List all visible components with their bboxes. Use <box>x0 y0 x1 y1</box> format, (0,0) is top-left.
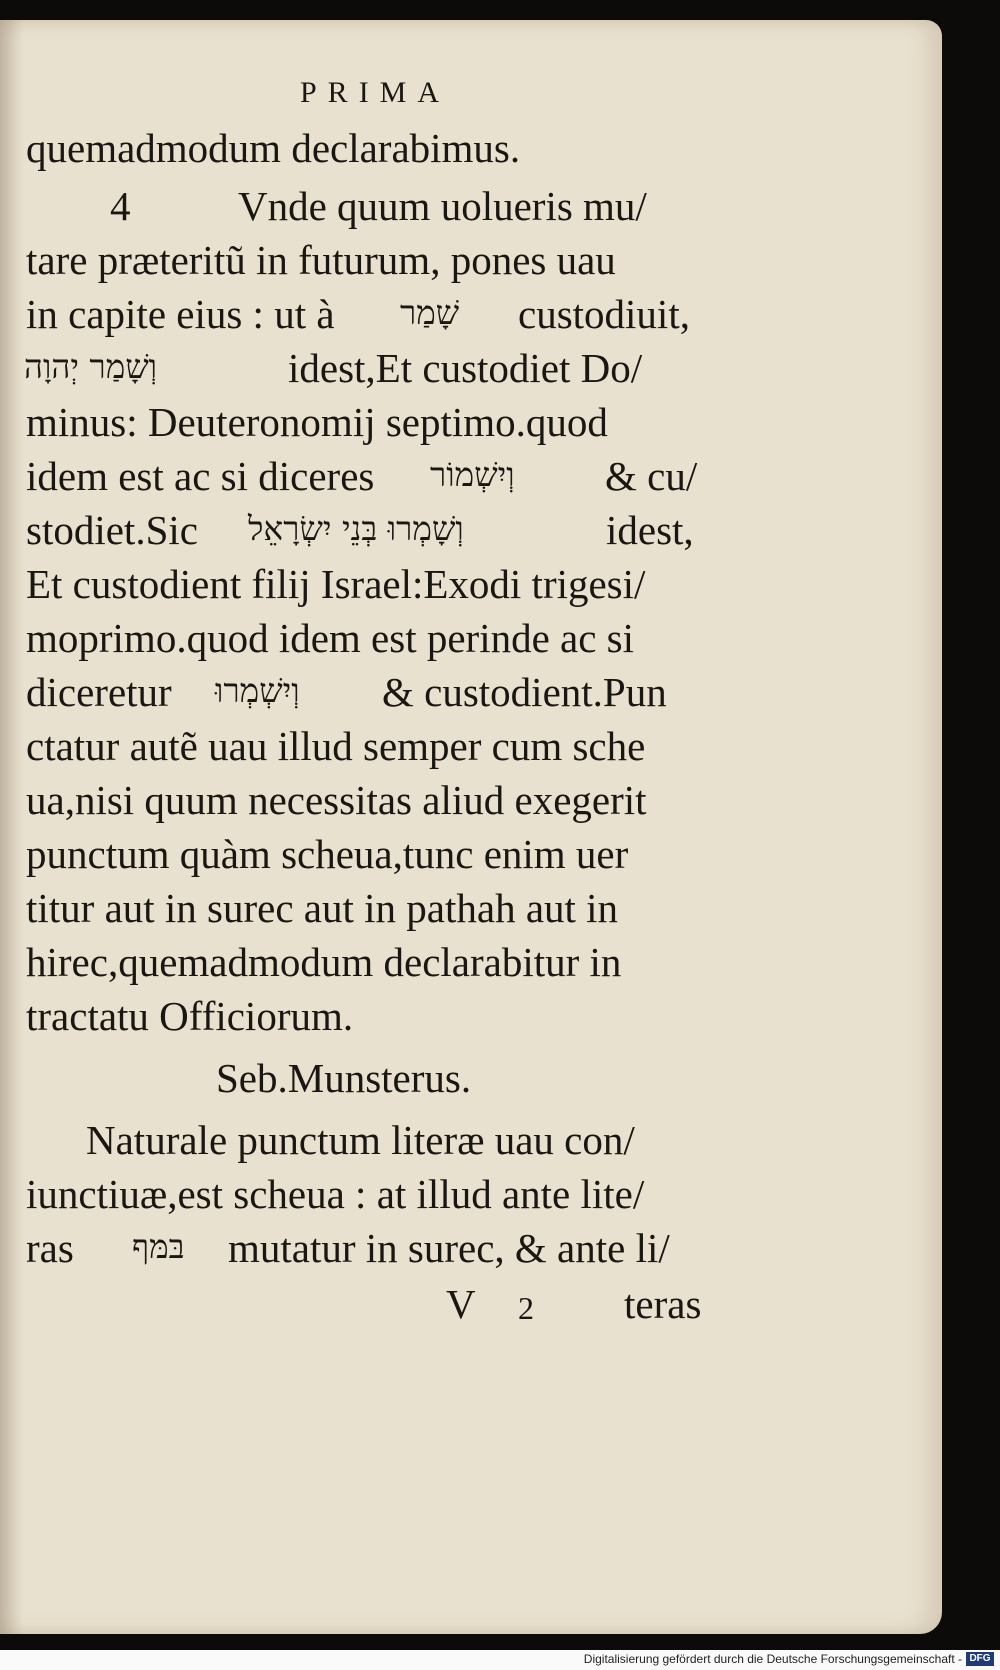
text-line-6: minus: Deuteronomij septimo.quod <box>26 399 608 445</box>
text-line-17: tractatu Officiorum. <box>26 993 354 1039</box>
section-number: 4 <box>110 183 131 229</box>
text-line-5-b: idest,Et custodiet Do/ <box>288 345 643 391</box>
hebrew-word-veyishmor: וְיִשְׁמוֹר <box>430 455 515 494</box>
text-line-1: quemadmodum declarabimus. <box>26 125 521 171</box>
text-line-20-a: ras <box>26 1225 74 1271</box>
text-line-16: hirec,quemadmodum declarabitur in <box>26 939 622 985</box>
dfg-logo: DFG <box>966 1652 994 1666</box>
hebrew-phrase-veshamar-yhvh: וְשָׁמַר יְהוָה <box>24 347 158 386</box>
hebrew-word-veyishmeru: וְיִשְׁמְרוּ <box>215 671 300 710</box>
text-line-3: tare præteritũ in futurum, pones uau <box>26 237 616 283</box>
text-line-8-a: stodiet.Sic <box>26 507 198 553</box>
text-line-4-a: in capite eius : ut à <box>26 291 335 337</box>
funding-credit: Digitalisierung gefördert durch die Deutsche Forschungsgemeinschaft - <box>583 1652 962 1666</box>
page-gutter-shadow <box>0 20 24 1634</box>
text-line-15: titur aut in surec aut in pathah aut in <box>26 885 619 931</box>
catchword: teras <box>624 1281 702 1327</box>
section-heading-author: Seb.Munsterus. <box>216 1055 472 1101</box>
hebrew-word-shamar: שָׁמַר <box>400 293 460 332</box>
hebrew-letters-bmf: בּמּף <box>132 1227 185 1266</box>
text-line-11-a: diceretur <box>26 669 172 715</box>
text-line-4-b: custodiuit, <box>518 291 690 337</box>
signature-mark-letter: V <box>446 1281 476 1327</box>
text-line-7-b: & cu/ <box>605 453 698 499</box>
text-line-14: punctum quàm scheua,tunc enim uer <box>26 831 629 877</box>
text-line-18: Naturale punctum literæ uau con/ <box>86 1117 635 1163</box>
text-line-10: moprimo.quod idem est perinde ac si <box>26 615 635 661</box>
text-line-9: Et custodient filij Israel:Exodi trigesi/ <box>26 561 646 607</box>
text-line-7-a: idem est ac si diceres <box>26 453 375 499</box>
hebrew-phrase-veshamru-bnei-yisrael: וְשָׁמְרוּ בְּנֵי יִשְׂרָאֵל <box>248 509 464 548</box>
text-line-11-b: & custodient.Pun <box>382 669 667 715</box>
text-line-13: ua,nisi quum necessitas aliud exegerit <box>26 777 647 823</box>
text-line-20-b: mutatur in surec, & ante li/ <box>228 1225 670 1271</box>
text-line-19: iunctiuæ,est scheua : at illud ante lite/ <box>26 1171 645 1217</box>
running-header: PRIMA <box>300 76 451 109</box>
text-line-12: ctatur autẽ uau illud semper cum sche <box>26 723 646 769</box>
text-line-8-b: idest, <box>606 507 694 553</box>
text-line-2-body: Vnde quum uolueris mu/ <box>238 183 647 229</box>
signature-mark-number: 2 <box>518 1290 534 1326</box>
